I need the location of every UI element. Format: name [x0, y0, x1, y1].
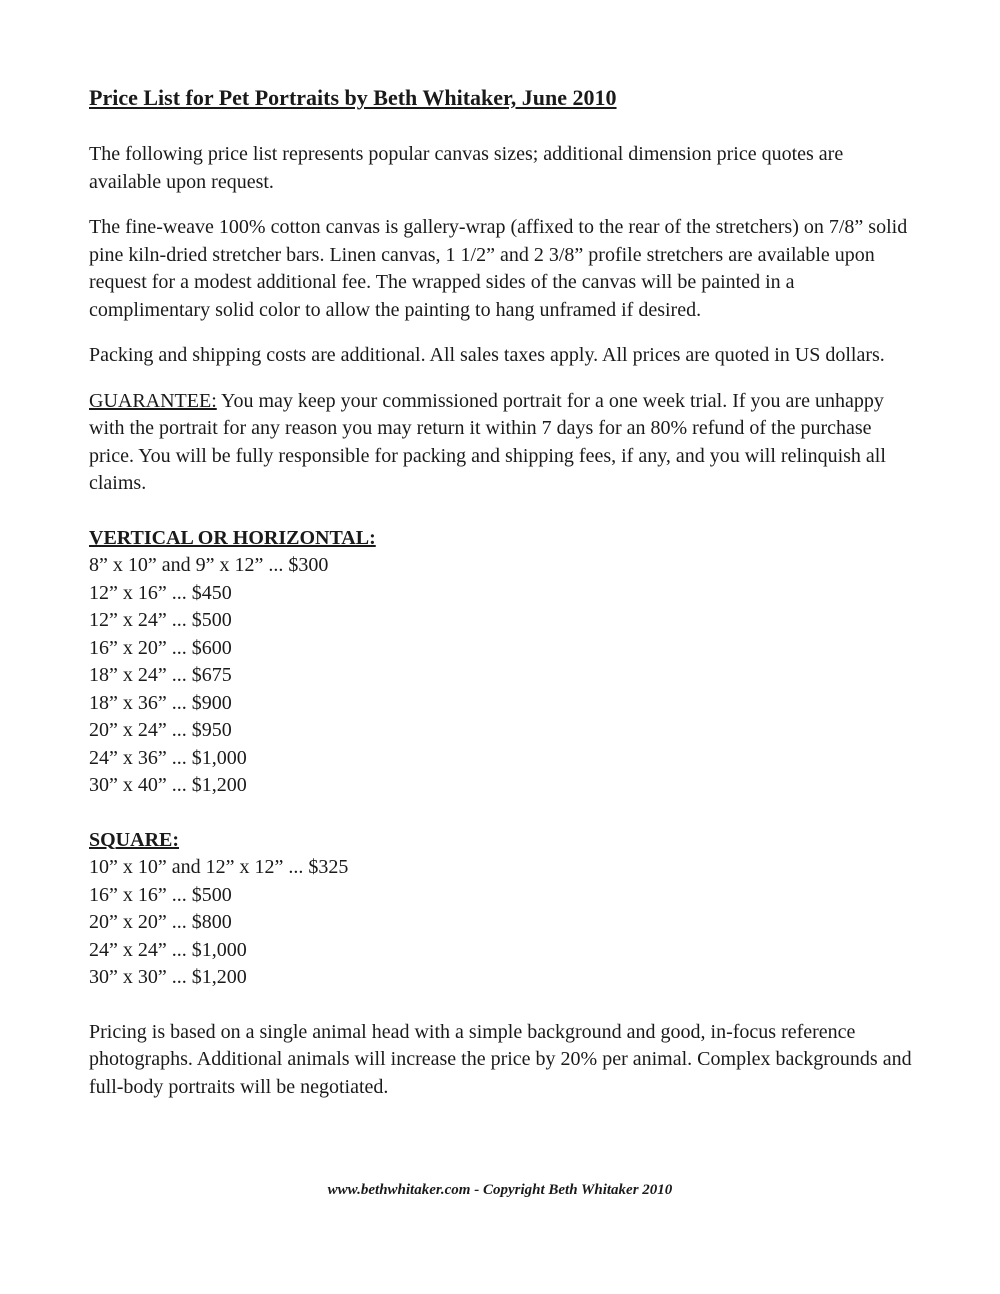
square-section-heading: SQUARE: [89, 828, 180, 851]
shipping-paragraph: Packing and shipping costs are additional. All sales taxes apply. All prices are quoted in US dollars. [89, 344, 885, 366]
price-item: 10” x 10” and 12” x 12” ... $325 [89, 856, 349, 878]
price-item: 16” x 16” ... $500 [89, 883, 232, 906]
price-item: 24” x 36” ... $1,000 [89, 746, 247, 769]
price-item: 12” x 16” ... $450 [89, 581, 232, 604]
guarantee-paragraph [89, 388, 919, 498]
guarantee-label: GUARANTEE: [89, 389, 217, 412]
price-item: 24” x 24” ... $1,000 [89, 938, 247, 961]
vertical-section-heading: VERTICAL OR HORIZONTAL: [89, 526, 376, 549]
price-item: 30” x 40” ... $1,200 [89, 774, 247, 796]
page-title: Price List for Pet Portraits by Beth Whitaker, June 2010 [89, 85, 617, 110]
price-item: 20” x 20” ... $800 [89, 911, 232, 933]
price-item: 30” x 30” ... $1,200 [89, 966, 247, 988]
guarantee-text: You may keep your commissioned portrait for a one week trial. If you are unhappy with the portrait for any reason you may return it within 7 days for an 80% refund of the purchase price. You will be fully responsible for packing and shipping fees, if any, and you will relinquish all claims. [89, 389, 886, 494]
intro-paragraph: The following price list represents popular canvas sizes; additional dimension price quotes are available upon request. [89, 143, 844, 193]
square-price-list [89, 854, 919, 992]
price-item: 16” x 20” ... $600 [89, 636, 232, 659]
closing-paragraph: Pricing is based on a single animal head with a simple background and good, in-focus reference photographs. Additional animals will increase the price by 20% per animal. Complex backgrounds and full-body portraits will be negotiated. [89, 1020, 912, 1098]
canvas-paragraph: The fine-weave 100% cotton canvas is gallery-wrap (affixed to the rear of the stretchers) on 7/8” solid pine kiln-dried stretcher bars. Linen canvas, 1 1/2” and 2 3/8” profile stretchers are available upon request for a modest additional fee. The wrapped sides of the canvas will be painted in a complimentary solid color to allow the painting to hang unframed if desired. [89, 216, 908, 321]
document-body [89, 82, 919, 1101]
price-item: 18” x 36” ... $900 [89, 691, 232, 714]
footer-copyright: www.bethwhitaker.com - Copyright Beth Whitaker 2010 [327, 1182, 673, 1198]
price-item: 20” x 24” ... $950 [89, 719, 232, 741]
price-item: 8” x 10” and 9” x 12” ... $300 [89, 554, 329, 576]
price-item: 12” x 24” ... $500 [89, 609, 232, 631]
vertical-price-list [89, 552, 919, 800]
price-item: 18” x 24” ... $675 [89, 664, 232, 686]
